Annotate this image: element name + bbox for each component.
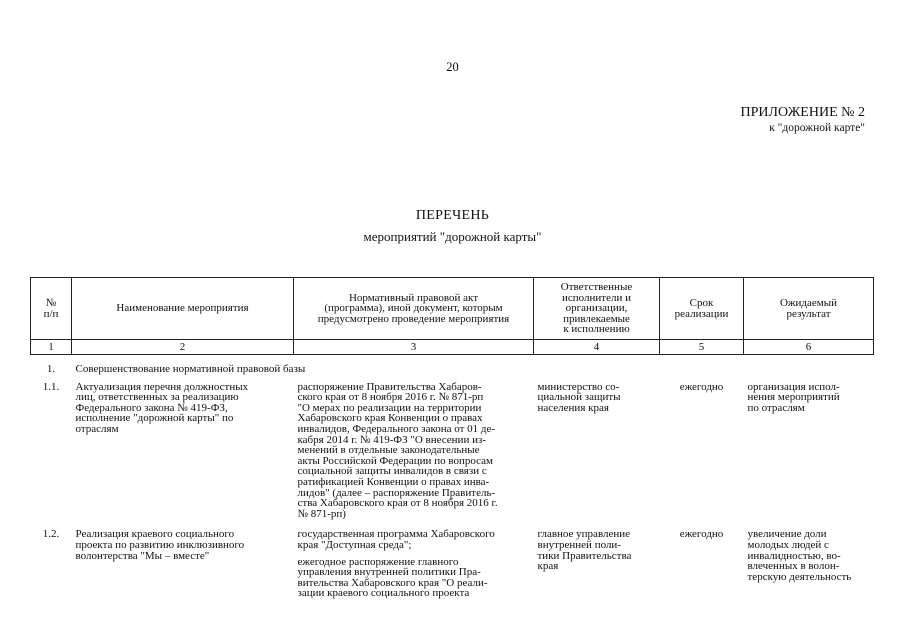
row-act: [294, 382, 534, 530]
row-result: увеличение доли молодых людей с инвалидностью, во- влеченных в волон- терскую деятельность: [747, 528, 852, 583]
table-header-row: [31, 278, 874, 340]
document-subtitle: мероприятий "дорожной карты": [363, 229, 542, 244]
row-executors: министерство со- циальной защиты населения края: [537, 380, 621, 414]
appendix-title: ПРИЛОЖЕНИЕ № 2: [740, 105, 865, 120]
row-name: Реализация краевого социального проекта по развитию инклюзивного волонтерства "Мы – вместе": [75, 528, 245, 562]
header-executors: Ответственные исполнители и организации, привлекаемые к исполнению: [534, 278, 660, 340]
header-result: Ожидаемый результат: [744, 278, 874, 340]
column-number: 3: [294, 340, 534, 355]
column-number: 6: [744, 340, 874, 355]
document-title: ПЕРЕЧЕНЬ: [415, 208, 490, 223]
table-row: [31, 382, 874, 530]
header-term: Срок реализации: [660, 278, 744, 340]
document-heading: [0, 207, 905, 246]
row-name: Актуализация перечня должностных лиц, ответственных за реализацию Федерального закона № 419-ФЗ, исполнение "дорожной карты" по отраслям: [75, 380, 249, 435]
row-result: организация испол- нения мероприятий по отраслям: [747, 380, 840, 414]
section-row: [31, 355, 874, 382]
measures-table: [30, 277, 873, 609]
column-number-row: [31, 340, 874, 355]
column-number: 5: [660, 340, 744, 355]
appendix-subtitle: к "дорожной карте": [769, 122, 865, 134]
column-number: 1: [31, 340, 72, 355]
row-number: 1.2.: [42, 528, 60, 541]
row-term: ежегодно: [679, 528, 724, 541]
page-number: 20: [446, 60, 459, 74]
row-term: ежегодно: [679, 380, 724, 393]
appendix-block: [741, 105, 866, 135]
row-executors: главное управление внутренней поли- тики Правительства края: [537, 528, 632, 573]
row-act-paragraph: ежегодное распоряжение главного управления внутренней политики Пра- вительства Хабаровского края "О реали- зации краевого социального проекта: [297, 555, 488, 600]
section-title: Совершенствование нормативной правовой базы: [75, 363, 306, 375]
header-no: № п/п: [31, 278, 72, 340]
row-act-paragraph: государственная программа Хабаровского края "Доступная среда";: [297, 528, 495, 551]
row-act-paragraph: распоряжение Правительства Хабаров- ского края от 8 ноября 2016 г. № 871-рп "О мерах по реализации на территории Хабаровского края Конвенции о правах инвалидов, Федерального закона от 01 де- кабря 2014 г. № 419-ФЗ "О внесении из- менений в отдельные законодательные акты Российской Федерации по вопросам социальной защиты инвалидов в связи с ратификацией Конвенции о правах инва- лидов" (далее – распоряжение Правитель- ства Хабаровского края от 8 ноября 2016 г. № 871-рп): [297, 380, 498, 520]
header-act: Нормативный правовой акт (программа), иной документ, которым предусмотрено проведение мероприятия: [294, 278, 534, 340]
header-name: Наименование мероприятия: [72, 278, 294, 340]
table-row: [31, 529, 874, 609]
column-number: 2: [72, 340, 294, 355]
column-number: 4: [534, 340, 660, 355]
section-number: 1.: [46, 363, 56, 375]
row-act: [294, 529, 534, 609]
row-number: 1.1.: [42, 380, 60, 393]
